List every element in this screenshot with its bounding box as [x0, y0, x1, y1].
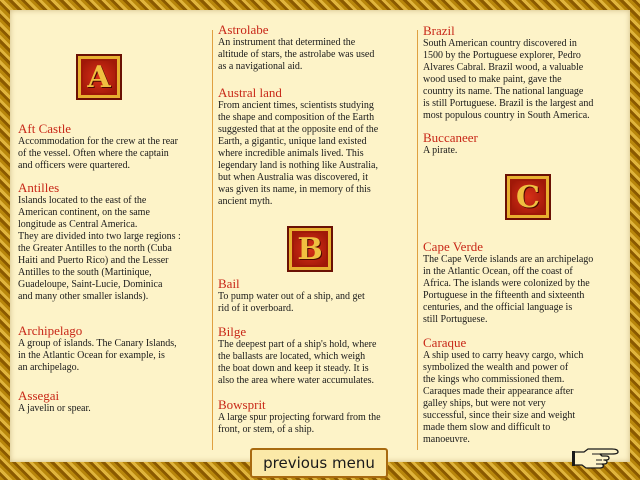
entry-bowsprit — [218, 397, 416, 436]
term-definition: A ship used to carry heavy cargo, which symbolized the wealth and power of the kings who commissioned them. Caraques made their appearance after galley ships, but were not very successful, since their size and weight made them slow and difficult to manoeuvre. — [423, 350, 584, 445]
entry-archipelago — [18, 323, 213, 374]
entry-antilles — [18, 180, 213, 303]
term-definition: To pump water out of a ship, and get rid of it overboard. — [218, 291, 365, 314]
term-label: Archipelago — [18, 323, 83, 338]
entry-bail — [218, 276, 416, 315]
term-definition: A pirate. — [423, 145, 458, 156]
term-definition: An instrument that determined the altitude of stars, the astrolabe was used as a navigational aid. — [218, 37, 375, 72]
term-label: Astrolabe — [218, 22, 269, 37]
term-label: Assegai — [18, 388, 60, 403]
entry-austral-land — [218, 85, 416, 208]
term-label: Brazil — [423, 23, 455, 38]
term-label: Aft Castle — [18, 121, 72, 136]
term-definition: South American country discovered in 1500 by the Portuguese explorer, Pedro Alvares Cabral. Brazil wood, a valuable wood used to make paint, gave the country its name. The national language is still Portuguese. Brazil is the largest and most populous country in South America. — [423, 38, 594, 121]
entry-brazil — [423, 23, 628, 122]
letter-a: A — [87, 59, 111, 95]
column-divider — [417, 30, 418, 450]
term-label: Buccaneer — [423, 130, 478, 145]
term-definition: The Cape Verde islands are an archipelago in the Atlantic Ocean, off the coast of Africa. The islands were colonized by the Portuguese in the fifteenth and sixteenth centuries, and the official language is still Portuguese. — [423, 254, 594, 325]
letter-a-illumination — [76, 54, 122, 100]
term-definition: From ancient times, scientists studying the shape and composition of the Earth suggested that at the opposite end of the Earth, a gigantic, unique land existed where incredible animals lived. This legendary land is nothing like Australia, but when Australia was discovered, it was given its name, in memory of this ancient myth. — [218, 100, 379, 207]
term-label: Cape Verde — [423, 239, 484, 254]
term-definition: A javelin or spear. — [18, 403, 91, 414]
entry-caraque — [423, 335, 628, 446]
term-label: Caraque — [423, 335, 467, 350]
entry-astrolabe — [218, 22, 416, 73]
letter-c-illumination — [505, 174, 551, 220]
term-label: Austral land — [218, 85, 282, 100]
term-definition: A large spur projecting forward from the front, or stem, of a ship. — [218, 412, 381, 435]
glossary-page — [10, 10, 630, 462]
term-label: Bowsprit — [218, 397, 266, 412]
term-definition: A group of islands. The Canary Islands, in the Atlantic Ocean for example, is an archipelago. — [18, 338, 177, 373]
previous-menu-button[interactable]: previous menu — [250, 448, 388, 478]
term-definition: Islands located to the east of the American continent, on the same longitude as Central America. They are divided into two large regions : the Greater Antilles to the north (Cuba Haiti and Puerto Rico) and the Lesser Antilles to the south (Martinique, Guadeloupe, Saint-Lucie, Dominica and many other smaller islands). — [18, 195, 181, 302]
entry-aft-castle — [18, 121, 213, 172]
term-label: Bail — [218, 276, 240, 291]
term-label: Bilge — [218, 324, 247, 339]
entry-bilge — [218, 324, 416, 387]
entry-buccaneer — [423, 130, 628, 157]
letter-b-illumination — [287, 226, 333, 272]
entry-cape-verde — [423, 239, 628, 326]
pointing-hand-icon[interactable] — [572, 444, 622, 470]
letter-b: B — [297, 231, 323, 267]
term-definition: Accommodation for the crew at the rear of the vessel. Often where the captain and officers were quartered. — [18, 136, 178, 171]
entry-assegai — [18, 388, 213, 415]
term-label: Antilles — [18, 180, 60, 195]
letter-c: C — [516, 179, 540, 215]
term-definition: The deepest part of a ship's hold, where the ballasts are located, which weigh the boat down and keep it steady. It is also the area where water accumulates. — [218, 339, 377, 386]
